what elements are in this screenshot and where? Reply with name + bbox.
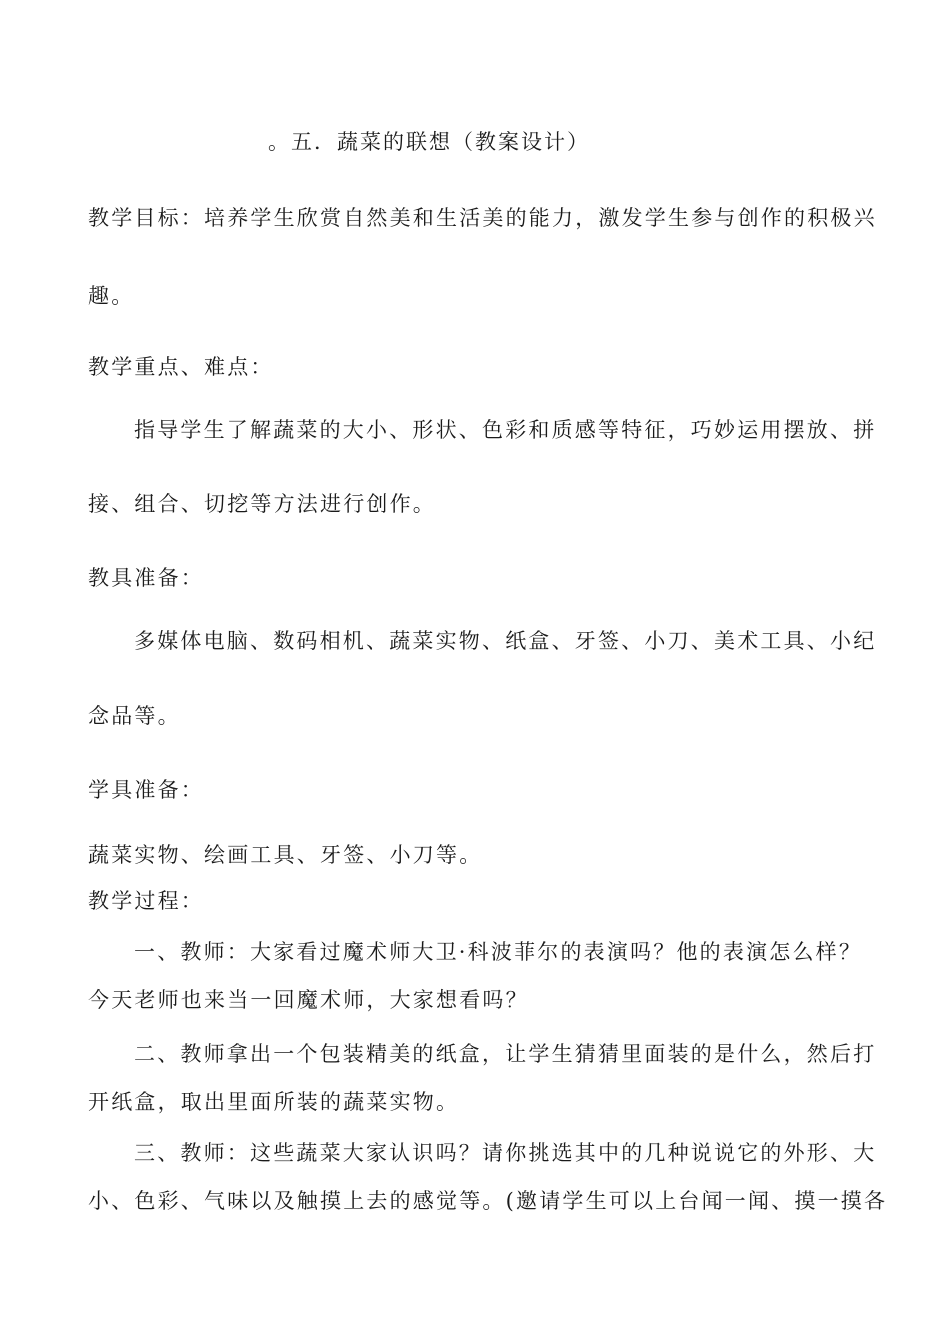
paragraph-line: 小、色彩、气味以及触摸上去的感觉等。(邀请学生可以上台闻一闻、摸一摸各 — [88, 1189, 888, 1213]
paragraph-line: 多媒体电脑、数码相机、蔬菜实物、纸盒、牙签、小刀、美术工具、小纪 — [134, 629, 877, 653]
paragraph-line: 一、教师：大家看过魔术师大卫·科波菲尔的表演吗？他的表演怎么样？ — [134, 940, 863, 964]
section-heading: 教学过程： — [88, 889, 204, 913]
paragraph-line: 蔬菜实物、绘画工具、牙签、小刀等。 — [88, 843, 483, 867]
paragraph-line: 今天老师也来当一回魔术师，大家想看吗？ — [88, 988, 529, 1012]
paragraph-line: 三、教师：这些蔬菜大家认识吗？请你挑选其中的几种说说它的外形、大 — [134, 1141, 877, 1165]
section-heading: 教学重点、难点： — [88, 355, 274, 379]
paragraph-line: 念品等。 — [88, 704, 181, 728]
paragraph-line: 指导学生了解蔬菜的大小、形状、色彩和质感等特征，巧妙运用摆放、拼 — [134, 418, 877, 442]
paragraph-line: 接、组合、切挖等方法进行创作。 — [88, 492, 436, 516]
paragraph-line: 趣。 — [88, 284, 135, 308]
document-title: 。五．蔬菜的联想（教案设计） — [268, 130, 590, 154]
paragraph-line: 开纸盒，取出里面所装的蔬菜实物。 — [88, 1090, 460, 1114]
paragraph-line: 教学目标：培养学生欣赏自然美和生活美的能力，激发学生参与创作的积极兴 — [88, 206, 877, 230]
section-heading: 学具准备： — [88, 778, 204, 802]
section-heading: 教具准备： — [88, 566, 204, 590]
paragraph-line: 二、教师拿出一个包装精美的纸盒，让学生猜猜里面装的是什么，然后打 — [134, 1042, 877, 1066]
